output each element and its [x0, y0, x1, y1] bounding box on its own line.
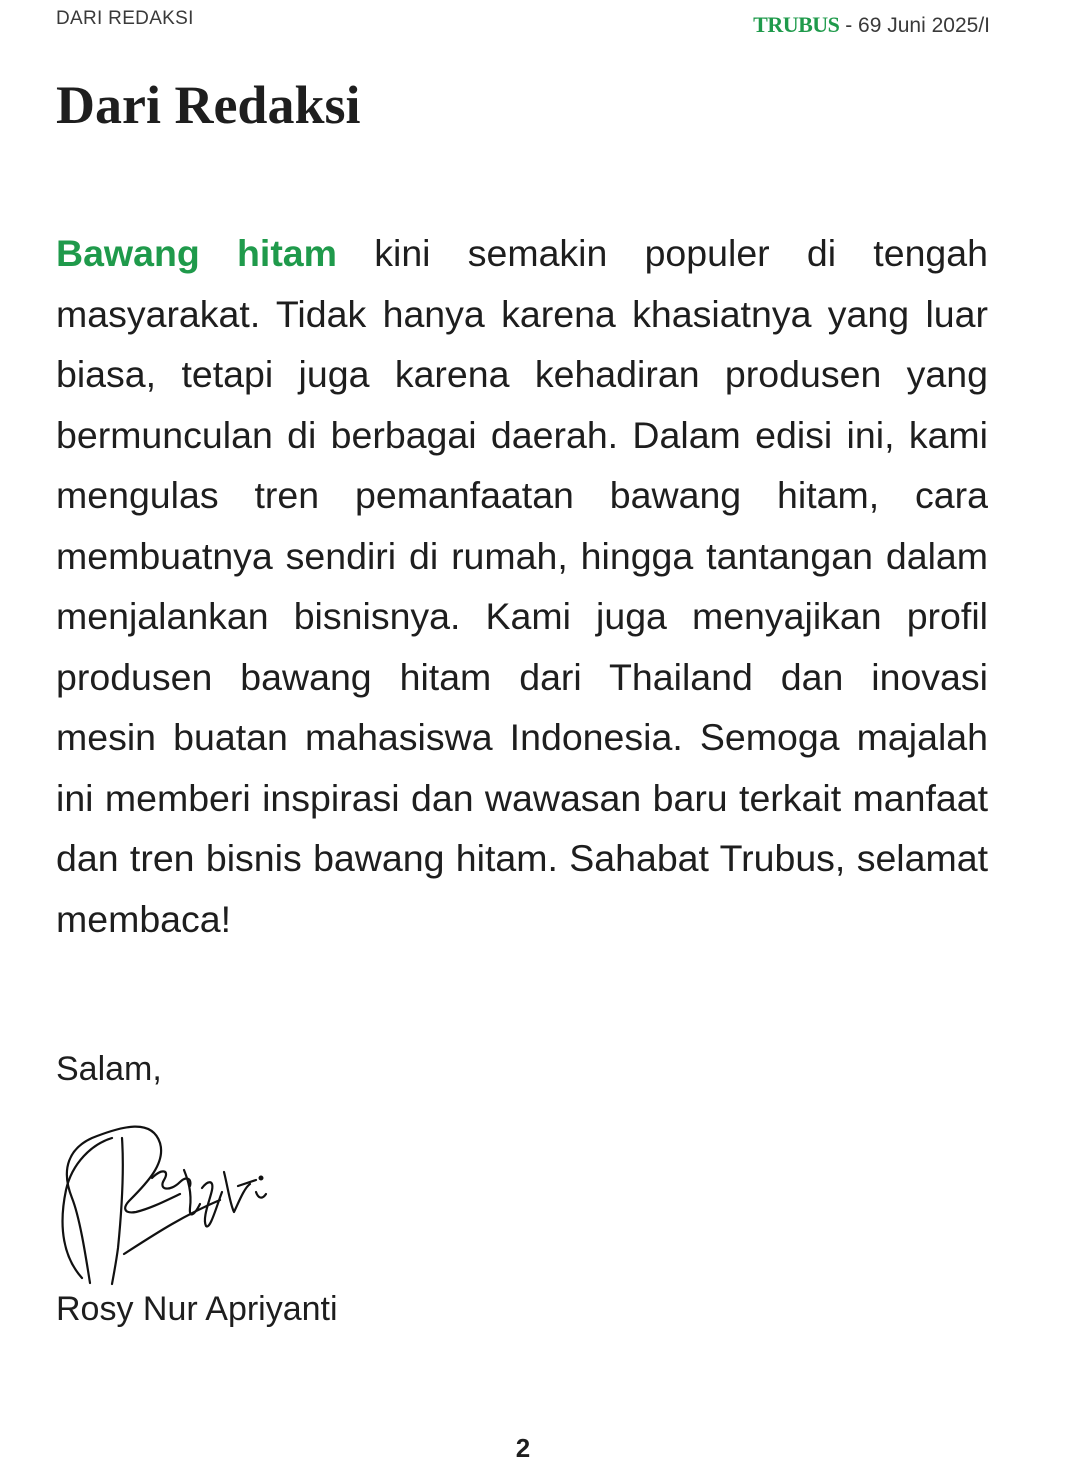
- signer-name: Rosy Nur Apriyanti: [56, 1290, 338, 1328]
- editorial-paragraph: [56, 223, 988, 949]
- issue-info: [753, 12, 990, 38]
- greeting: Salam,: [56, 1050, 162, 1088]
- paragraph-text: kini semakin populer di tengah masyarakat. Tidak hanya karena khasiatnya yang luar biasa, tetapi juga karena kehadiran produsen yang bermunculan di berbagai daerah. Dalam edisi ini, kami mengulas tren pemanfaatan bawang hitam, cara membuatnya sendiri di rumah, hingga tantangan dalam menjalankan bisnisnya. Kami juga menyajikan profil produsen bawang hitam dari Thailand dan inovasi mesin buatan mahasiswa Indonesia. Semoga majalah ini memberi inspirasi dan wawasan baru terkait manfaat dan tren bisnis bawang hitam. Sahabat Trubus, selamat membaca!: [56, 232, 988, 940]
- signature-image: [52, 1108, 282, 1293]
- brand-logo: TRUBUS: [753, 12, 840, 37]
- page-title: Dari Redaksi: [56, 75, 361, 135]
- page-number: 2: [515, 1433, 531, 1463]
- running-head: DARI REDAKSI: [56, 8, 194, 29]
- issue-date: - 69 Juni 2025/I: [839, 14, 990, 37]
- highlight-keyword: Bawang hitam: [56, 232, 338, 274]
